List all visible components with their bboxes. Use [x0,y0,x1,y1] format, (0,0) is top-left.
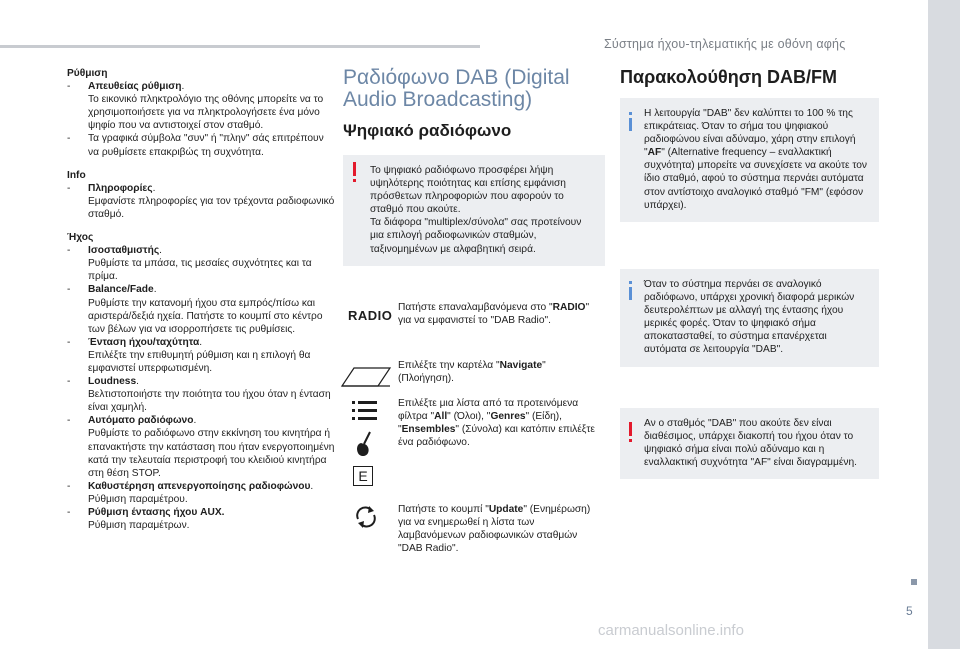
section-heading: Ήχος [67,232,94,244]
alert-icon-dot [629,439,632,442]
sound-section [67,231,337,532]
ensembles-icon: E [353,466,373,486]
dab-column [343,67,605,266]
alert-box [343,155,605,266]
side-strip [928,0,960,649]
info-section [67,169,337,221]
item-text: Ρυθμίστε τα μπάσα, τις μεσαίες συχνότητες και τα πρίμα. [88,258,312,283]
settings-column [67,67,337,542]
list-item: - Ρύθμιση έντασης ήχου AUX. Ρύθμιση παραμέτρων. [67,506,337,532]
list-item: - Ένταση ήχου/ταχύτητα. Επιλέξτε την επιθυμητή ρύθμιση και η επιλογή θα εμφανιστεί υπερφωτισμένη. [67,336,337,375]
section-heading: Ρύθμιση [67,68,108,79]
item-text: Εμφανίστε πληροφορίες για τον τρέχοντα ραδιοφωνικό σταθμό. [88,195,335,220]
update-refresh-icon [354,505,378,529]
info-box [620,98,879,222]
step-text: Πατήστε επαναλαμβανόμενα στο "RADIO" για να εμφανιστεί το "DAB Radio". [398,302,590,327]
step-text: Επιλέξτε την καρτέλα "Navigate" (Πλοήγηση). [398,360,546,385]
item-title: Καθυστέρηση απενεργοποίησης ραδιοφώνου [88,480,311,492]
item-text: Ρυθμίστε το ραδιόφωνο στην εκκίνηση του κινητήρα ή επανακτήστε την κατάσταση που ήταν ενεργοποιημένη κατά την τελευταία περιστροφή του κλειδιού κινητήρα στη θέση STOP. [88,428,335,479]
item-title: Ρύθμιση έντασης ήχου AUX. [88,507,225,518]
info-icon-dot [629,281,632,284]
list-item: - Καθυστέρηση απενεργοποίησης ραδιοφώνου. Ρύθμιση παραμέτρου. [67,480,337,506]
item-title: Ισοσταθμιστής [88,245,160,257]
info-box [620,269,879,367]
info-icon-dot [629,112,632,115]
item-title: Αυτόματο ραδιόφωνο [88,415,194,427]
alert-box [620,408,879,479]
list-item: - Αυτόματο ραδιόφωνο. Ρυθμίστε το ραδιόφωνο στην εκκίνηση του κινητήρα ή επανακτήστε την κατάσταση που ήταν ενεργοποιημένη κατά την τελευταία περιστροφή του κλειδιού κινητήρα στη θέση STOP. [67,414,337,479]
item-title: Loudness [88,376,137,388]
radio-button-icon: RADIO [348,308,393,323]
list-item: - Loudness. Βελτιστοποιήστε την ποιότητα του ήχου όταν η ένταση είναι χαμηλή. [67,375,337,414]
list-item: - Ισοσταθμιστής. Ρυθμίστε τα μπάσα, τις μεσαίες συχνότητες και τα πρίμα. [67,244,337,283]
list-icon [352,400,378,422]
list-item: - Απευθείας ρύθμιση. Το εικονικό πληκτρολόγιο της οθόνης μπορείτε να το χρησιμοποιήσετε για να πληκτρολογήσετε ένα μόνο ψηφίο που να αντιστοιχεί στον σταθμό. [67,80,337,132]
item-text: Βελτιστοποιήστε την ποιότητα του ήχου όταν η ένταση είναι χαμηλή. [88,389,331,414]
item-title: Balance/Fade [88,284,154,296]
section-heading: Info [67,169,86,181]
list-item: - Balance/Fade. Ρυθμίστε την κατανομή ήχου στα εμπρός/πίσω και αριστερά/δεξιά ηχεία. Πατήστε το κουμπί στο κέντρο των βέλων για να ισορροπήσετε τις ρυθμίσεις. [67,283,337,335]
item-text: Ρύθμιση παραμέτρων. [88,520,190,532]
item-text: Τα γραφικά σύμβολα "συν" ή "πλην" σάς επιτρέπουν να ρυθμίσετε επακριβώς τη συχνότητα. [88,133,324,158]
step-text: Πατήστε το κουμπί "Update" (Ενημέρωση) για να ενημερωθεί η λίστα των λαμβανόμενων ραδιοφωνικών σταθμών "DAB Radio". [398,504,591,555]
monitoring-column [620,67,880,88]
step-text: Επιλέξτε μια λίστα από τα προτεινόμενα φίλτρα "All" (Όλοι), "Genres" (Είδη), "Ensembles" (Σύνολα) και κατόπιν επιλέξτε ένα ραδιόφωνο. [398,398,595,449]
section-marker [911,579,917,585]
item-text: Ρύθμιση παραμέτρου. [88,493,188,505]
navigate-tab-icon [340,362,392,388]
info-text: Η λειτουργία "DAB" δεν καλύπτει το 100 % της επικράτειας. Όταν το σήμα του ψηφιακού ραδιοφώνου είναι αδύναμο, χάρη στην επιλογή "AF" (Alternative frequency – εναλλακτική συχνότητα) μπορείτε να συνεχίσετε να ακούτε τον ίδιο σταθμό, αφού το σύστημα περνάει αυτόματα στον αντίστοιχο αναλογικό σταθμό "FM" (εφόσον υπάρχει). [644,108,868,211]
item-text: Επιλέξτε την επιθυμητή ρύθμιση και η επιλογή θα εμφανιστεί υπερφωτισμένη. [88,349,311,374]
list-item: - Πληροφορίες. Εμφανίστε πληροφορίες για τον τρέχοντα ραδιοφωνικό σταθμό. [67,182,337,221]
guitar-genre-icon [355,430,375,458]
section-title: Παρακολούθηση DAB/FM [620,67,837,87]
list-item: - Τα γραφικά σύμβολα "συν" ή "πλην" σάς επιτρέπουν να ρυθμίσετε επακριβώς τη συχνότητα. [67,132,337,158]
settings-section [67,67,337,159]
header-rule [0,45,480,48]
section-subtitle: Ψηφιακό ραδιόφωνο [343,121,512,140]
page-header-title: Σύστημα ήχου-τηλεματικής με οθόνη αφής [604,37,846,51]
watermark: carmanualsonline.info [598,622,744,639]
info-text: Όταν το σύστημα περνάει σε αναλογικό ραδιόφωνο, υπάρχει χρονική διαφορά μερικών δευτερολέπτων με αλλαγή της έντασης ήχου μερικές φορές. Όταν το ψηφιακό σήμα αποκατασταθεί, το σύστημα επανέρχεται αυτόματα σε λειτουργία "DAB". [644,279,855,356]
page-number: 5 [906,604,913,618]
item-title: Απευθείας ρύθμιση [88,81,182,93]
item-title: Πληροφορίες [88,182,153,194]
alert-icon-dot [353,179,356,182]
alert-icon [629,422,632,436]
info-icon [629,118,632,131]
alert-icon [353,162,356,176]
alert-text: Το ψηφιακό ραδιόφωνο προσφέρει λήψη υψηλότερης ποιότητας και επίσης εμφάνιση πρόσθετων πληροφοριών που αφορούν το σταθμό που ακούτε. [370,165,566,216]
item-title: Ένταση ήχου/ταχύτητα [88,336,200,348]
item-text: Ρυθμίστε την κατανομή ήχου στα εμπρός/πίσω και αριστερά/δεξιά ηχεία. Πατήστε το κουμπί στο κέντρο των βέλων για να ισορροπήσετε τις ρυθμίσεις. [88,297,323,335]
item-text: Το εικονικό πληκτρολόγιο της οθόνης μπορείτε να το χρησιμοποιήσετε για να πληκτρολογήσετε ένα μόνο ψηφίο που να αντιστοιχεί στον σταθμό. [88,94,324,132]
alert-text: Αν ο σταθμός "DAB" που ακούτε δεν είναι διαθέσιμος, υπάρχει διακοπή του ήχου όταν το ψηφιακό σήμα είναι πολύ αδύναμο και η εναλλακτική συχνότητα "AF" είναι διαγραμμένη. [644,418,857,469]
info-icon [629,287,632,300]
alert-text: Τα διάφορα "multiplex/σύνολα" σας προτείνουν μια επιλογή ραδιοφωνικών σταθμών, ταξινομημένων με αλφαβητική σειρά. [370,217,582,255]
section-title: Ραδιόφωνο DAB (Digital Audio Broadcasting) [343,66,570,111]
